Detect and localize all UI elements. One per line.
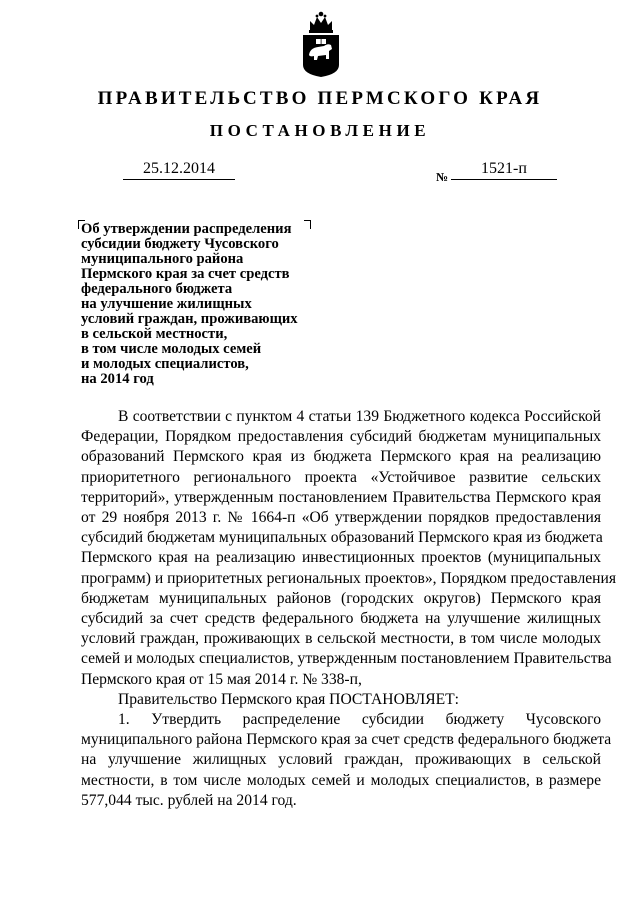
coat-of-arms-icon: [298, 10, 344, 78]
subject-line: муниципального района: [81, 251, 244, 267]
body-line: 1. Утвердить распределение субсидии бюджету Чусовского: [118, 711, 601, 729]
subject-line: условий граждан, проживающих: [81, 311, 298, 327]
subject-line: на 2014 год: [81, 371, 154, 387]
subject-line: субсидии бюджету Чусовского: [81, 236, 279, 252]
resolution-paragraph: [81, 690, 601, 710]
body-line: субсидий бюджетам муниципальных образований Пермского края из бюджета: [81, 529, 603, 547]
body-line: Пермского края от 15 мая 2014 г. № 338-п,: [81, 670, 362, 688]
body-line: муниципального района Пермского края за счет средств федерального бюджета: [81, 731, 612, 749]
subject-line: на улучшение жилищных: [81, 296, 252, 312]
body-line: программ) и приоритетных региональных проектов», Порядком предоставления: [81, 569, 617, 587]
body-line: на улучшение жилищных условий граждан, проживающих в сельской: [81, 751, 601, 769]
body-line: местности, в том числе молодых семей и молодых специалистов, в размере: [81, 771, 601, 789]
preamble-paragraph: [81, 407, 617, 690]
body-line: Пермского края на реализацию инвестиционных проектов (муниципальных: [81, 549, 601, 567]
subject-line: в сельской местности,: [81, 326, 228, 342]
subject-line: Пермского края за счет средств: [81, 266, 290, 282]
body-line: семей и молодых специалистов, утвержденным постановлением Правительства: [81, 650, 612, 668]
body-line: образований Пермского края из бюджета Пермского края на реализацию: [81, 448, 601, 466]
body-line: Правительство Пермского края ПОСТАНОВЛЯЕТ:: [118, 690, 459, 708]
body-line: Федерации, Порядком предоставления субсидий бюджетам муниципальных: [81, 428, 601, 446]
body-line: условий граждан, проживающих в сельской местности, в том числе молодых: [81, 630, 601, 648]
body-line: территорий», утвержденным постановлением Правительства Пермского края: [81, 488, 601, 506]
document-number: 1521-п: [451, 160, 557, 180]
body-line: В соответствии с пунктом 4 статьи 139 Бюджетного кодекса Российской: [118, 408, 601, 425]
subject-line: Об утверждении распределения: [81, 221, 292, 237]
body-line: бюджетам муниципальных районов (городских округов) Пермского края: [81, 589, 601, 607]
number-sign: №: [436, 170, 449, 184]
subject-line: федерального бюджета: [81, 281, 233, 297]
body-line: приоритетного регионального проекта «Устойчивое развитие сельских: [81, 468, 601, 486]
document-subject: [81, 222, 331, 387]
item-1-paragraph: [81, 710, 612, 811]
subject-line: и молодых специалистов,: [81, 356, 249, 372]
government-title: ПРАВИТЕЛЬСТВО ПЕРМСКОГО КРАЯ: [97, 88, 543, 109]
document-date: 25.12.2014: [123, 160, 235, 180]
subject-line: в том числе молодых семей: [81, 341, 262, 357]
document-type: ПОСТАНОВЛЕНИЕ: [209, 121, 431, 140]
body-line: субсидий за счет средств федерального бюджета на улучшение жилищных: [81, 610, 601, 628]
body-line: 577,044 тыс. рублей на 2014 год.: [81, 791, 297, 809]
document-body: [81, 407, 617, 811]
body-line: от 29 ноября 2013 г. № 1664-п «Об утверждении порядков предоставления: [81, 509, 601, 527]
